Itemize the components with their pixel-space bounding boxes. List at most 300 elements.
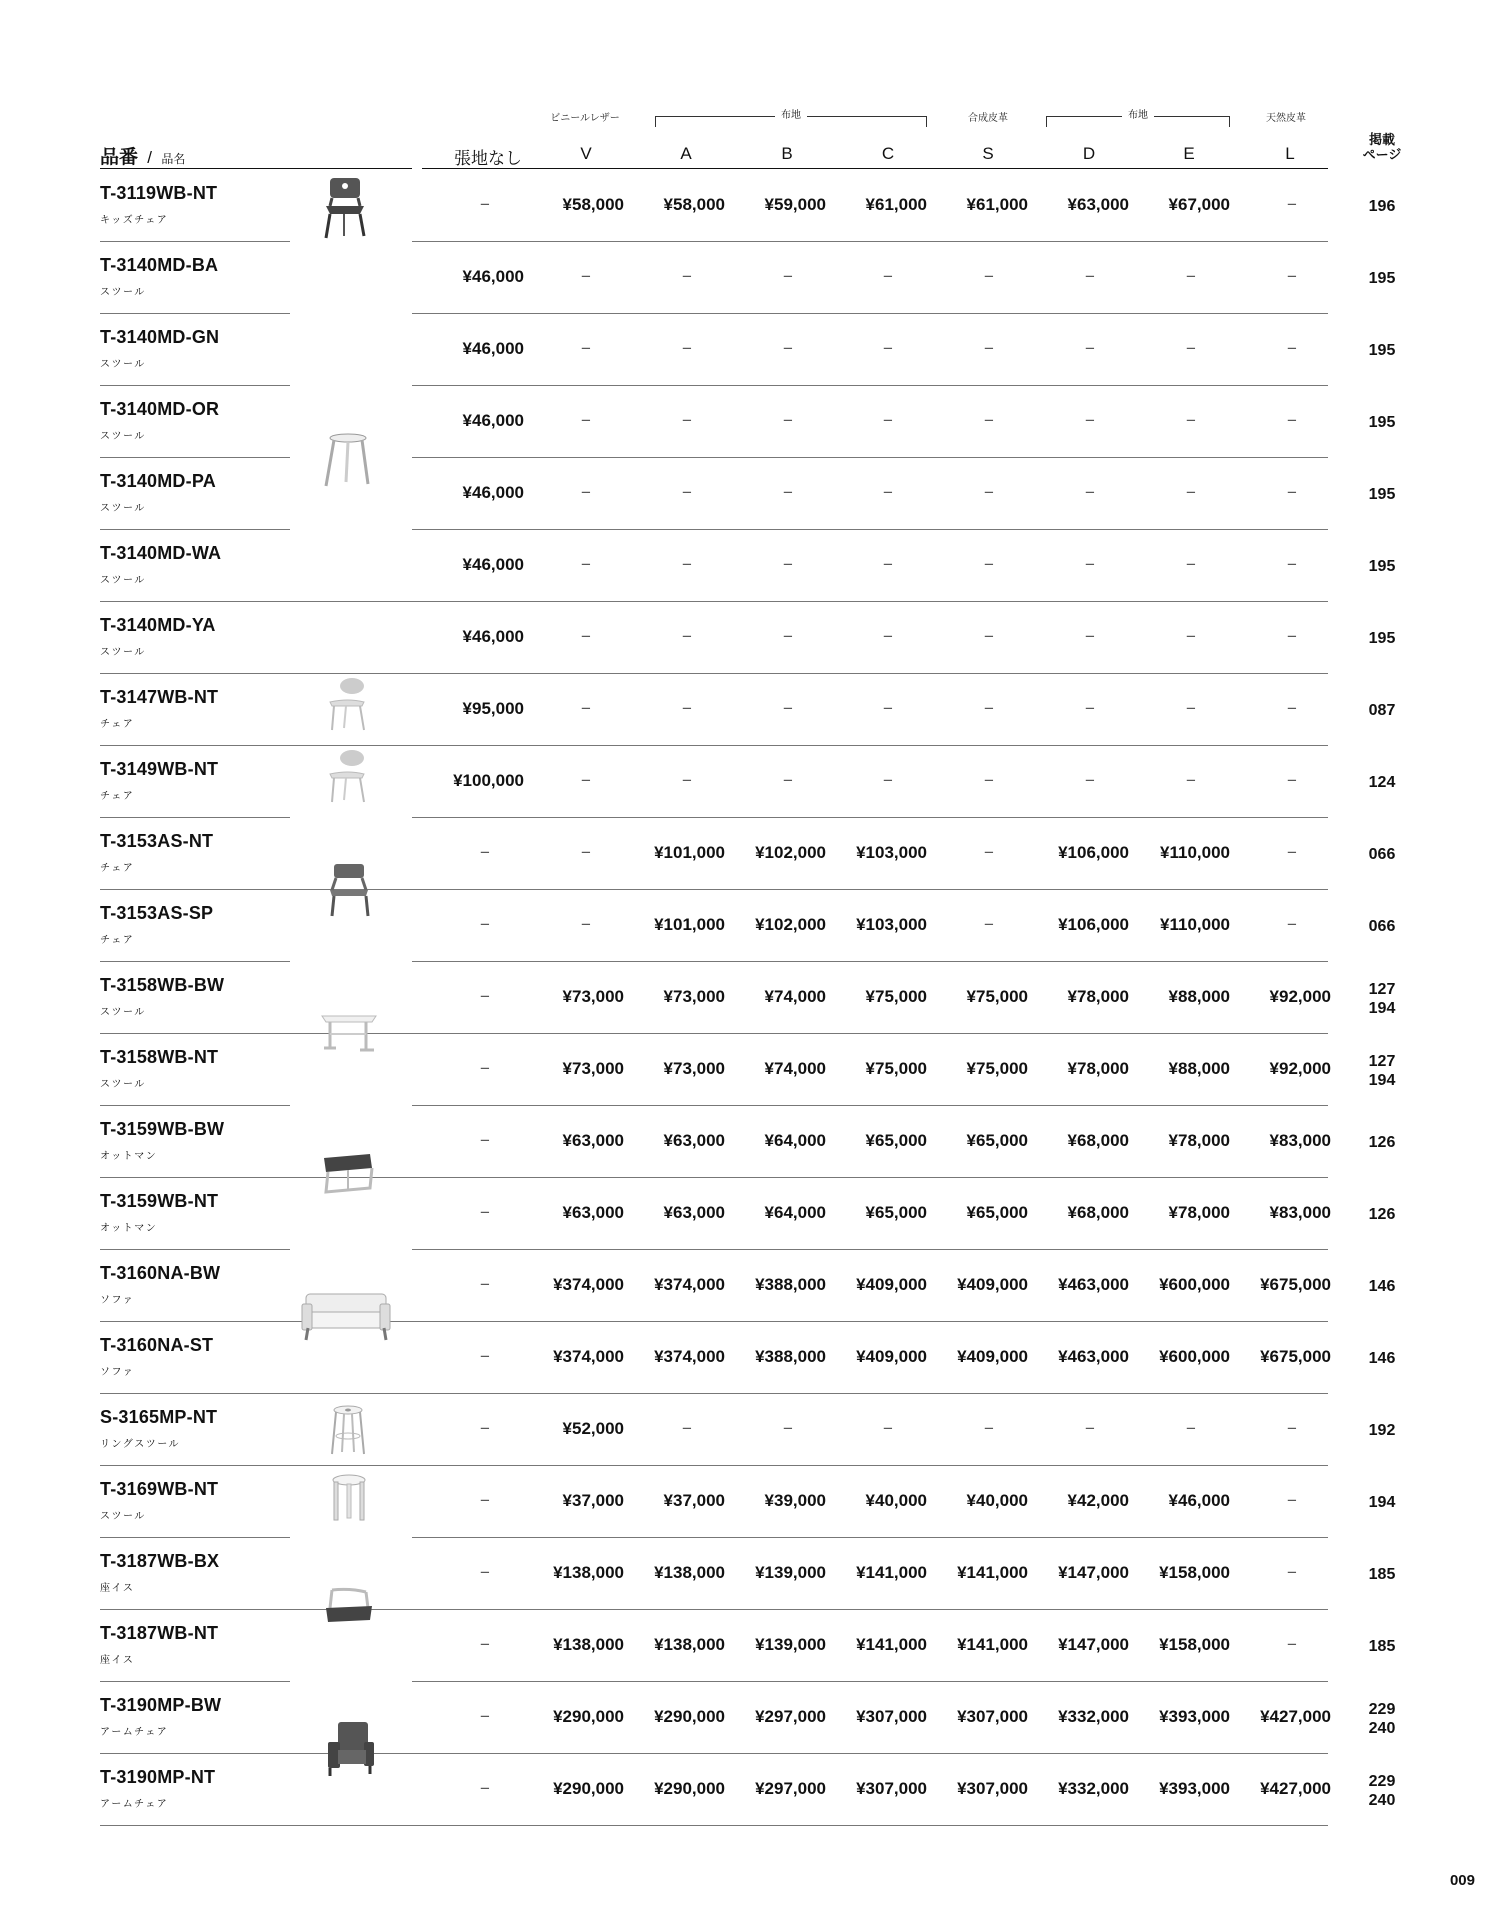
price-cell: − <box>1085 339 1095 358</box>
price-cell: ¥332,000 <box>1058 1707 1129 1726</box>
page-number-ref: 185 <box>1368 1566 1396 1583</box>
price-cell: − <box>984 699 994 718</box>
table-row <box>0 1538 1503 1610</box>
page-number-ref: 194 <box>1368 1000 1396 1017</box>
page-number-ref: 240 <box>1368 1792 1396 1809</box>
price-cell: ¥63,000 <box>1067 195 1129 214</box>
table-row <box>0 1034 1503 1106</box>
page-reference <box>1346 1205 1418 1224</box>
table-row <box>0 818 1503 890</box>
part-number: T-3159WB-NT <box>100 1191 219 1211</box>
price-cell: − <box>883 555 893 574</box>
price-cell: ¥58,000 <box>663 195 725 214</box>
price-no-upholstery: − <box>480 1707 490 1726</box>
price-cell: − <box>783 555 793 574</box>
price-cell: − <box>682 1419 692 1438</box>
page-number-ref: 066 <box>1368 918 1396 935</box>
price-cell: ¥64,000 <box>764 1203 826 1222</box>
price-cell: ¥65,000 <box>966 1131 1028 1150</box>
price-cell: − <box>984 915 994 934</box>
price-cell: ¥139,000 <box>755 1563 826 1582</box>
page-reference <box>1346 1349 1418 1368</box>
col-header-a: A <box>680 144 692 163</box>
price-cell: − <box>783 339 793 358</box>
price-no-upholstery: ¥46,000 <box>462 411 524 430</box>
price-cell: − <box>883 771 893 790</box>
price-cell: ¥73,000 <box>663 987 725 1006</box>
price-cell: ¥463,000 <box>1058 1347 1129 1366</box>
price-no-upholstery: ¥46,000 <box>462 627 524 646</box>
price-cell: ¥332,000 <box>1058 1779 1129 1798</box>
price-cell: ¥374,000 <box>654 1347 725 1366</box>
price-cell: − <box>1186 627 1196 646</box>
product-name-label: 品名 <box>161 152 186 166</box>
price-cell: − <box>682 339 692 358</box>
price-cell: ¥290,000 <box>654 1779 725 1798</box>
page-number-ref: 194 <box>1368 1072 1396 1089</box>
price-cell: − <box>1085 699 1095 718</box>
product-name: ソファ <box>100 1295 135 1306</box>
price-cell: − <box>1287 267 1297 286</box>
price-cell: ¥147,000 <box>1058 1563 1129 1582</box>
price-cell: ¥409,000 <box>856 1347 927 1366</box>
price-cell: ¥74,000 <box>764 1059 826 1078</box>
page-reference <box>1346 1421 1418 1440</box>
part-number: T-3190MP-NT <box>100 1767 216 1787</box>
part-number: T-3149WB-NT <box>100 759 219 779</box>
group-label-synthetic-leather: 合成皮革 <box>968 113 1008 124</box>
price-cell: − <box>1287 1635 1297 1654</box>
col-header-e: E <box>1183 144 1195 163</box>
price-cell: − <box>1287 771 1297 790</box>
price-cell: ¥307,000 <box>856 1779 927 1798</box>
product-name: スツール <box>100 647 146 658</box>
price-cell: ¥67,000 <box>1168 195 1230 214</box>
table-row <box>0 746 1503 818</box>
price-cell: − <box>984 411 994 430</box>
price-cell: ¥59,000 <box>764 195 826 214</box>
ottoman-icon <box>318 1150 376 1203</box>
price-no-upholstery: ¥100,000 <box>453 771 524 790</box>
price-cell: ¥75,000 <box>966 987 1028 1006</box>
page-reference <box>1346 1565 1418 1584</box>
price-cell: − <box>883 699 893 718</box>
part-number: T-3187WB-NT <box>100 1623 219 1643</box>
price-cell: ¥37,000 <box>663 1491 725 1510</box>
page-number-ref: 229 <box>1368 1701 1396 1718</box>
price-cell: ¥102,000 <box>755 843 826 862</box>
price-cell: − <box>883 627 893 646</box>
price-cell: ¥388,000 <box>755 1347 826 1366</box>
price-no-upholstery: − <box>480 987 490 1006</box>
price-no-upholstery: − <box>480 1635 490 1654</box>
page-reference <box>1346 485 1418 504</box>
table-row <box>0 890 1503 962</box>
price-no-upholstery: − <box>480 1347 490 1366</box>
part-number: T-3147WB-NT <box>100 687 219 707</box>
table-row <box>0 1610 1503 1682</box>
page-number-ref: 229 <box>1368 1773 1396 1790</box>
price-cell: − <box>984 1419 994 1438</box>
col-header-v: V <box>580 144 592 163</box>
price-cell: ¥106,000 <box>1058 843 1129 862</box>
part-number: T-3140MD-BA <box>100 255 219 275</box>
price-cell: ¥307,000 <box>856 1707 927 1726</box>
page-number-ref: 185 <box>1368 1638 1396 1655</box>
price-cell: − <box>1287 483 1297 502</box>
price-no-upholstery: − <box>480 1131 490 1150</box>
price-no-upholstery: − <box>480 1563 490 1582</box>
price-cell: ¥102,000 <box>755 915 826 934</box>
page-number-ref: 146 <box>1368 1350 1396 1367</box>
price-cell: − <box>783 771 793 790</box>
page-reference <box>1346 269 1418 288</box>
page-number-ref: 195 <box>1368 558 1396 575</box>
col-header-l: L <box>1285 144 1295 163</box>
price-cell: ¥78,000 <box>1067 1059 1129 1078</box>
product-name: 座イス <box>100 1655 135 1666</box>
price-cell: ¥110,000 <box>1160 843 1230 862</box>
header-rule-left <box>100 168 412 169</box>
price-cell: − <box>783 267 793 286</box>
page-number-ref: 195 <box>1368 414 1396 431</box>
page-number-ref: 195 <box>1368 630 1396 647</box>
part-number-header <box>100 142 185 169</box>
price-cell: ¥92,000 <box>1269 1059 1331 1078</box>
part-number: T-3140MD-YA <box>100 615 216 635</box>
price-cell: ¥139,000 <box>755 1635 826 1654</box>
price-cell: ¥63,000 <box>562 1131 624 1150</box>
price-cell: − <box>1085 627 1095 646</box>
group-label-vinyl-leather: ビニールレザー <box>550 113 620 124</box>
price-cell: ¥40,000 <box>865 1491 927 1510</box>
price-cell: − <box>1186 1419 1196 1438</box>
price-cell: − <box>1085 1419 1095 1438</box>
price-cell: − <box>783 627 793 646</box>
price-no-upholstery: ¥95,000 <box>462 699 524 718</box>
page-number-ref: 127 <box>1368 981 1396 998</box>
part-number: T-3153AS-SP <box>100 903 214 923</box>
price-cell: − <box>682 267 692 286</box>
price-cell: − <box>581 339 591 358</box>
price-cell: − <box>984 627 994 646</box>
price-no-upholstery: − <box>480 1779 490 1798</box>
price-cell: ¥393,000 <box>1159 1707 1230 1726</box>
page-number-ref: 196 <box>1368 198 1396 215</box>
page-reference <box>1346 629 1418 648</box>
page-reference <box>1346 413 1418 432</box>
page-number: 009 <box>1449 1872 1475 1889</box>
price-cell: ¥88,000 <box>1168 1059 1230 1078</box>
price-cell: − <box>783 411 793 430</box>
price-cell: ¥68,000 <box>1067 1131 1129 1150</box>
price-cell: − <box>984 339 994 358</box>
price-cell: ¥307,000 <box>957 1707 1028 1726</box>
part-number: T-3153AS-NT <box>100 831 214 851</box>
page-reference <box>1346 773 1418 792</box>
page-number-ref: 127 <box>1368 1053 1396 1070</box>
table-row <box>0 602 1503 674</box>
price-cell: ¥83,000 <box>1269 1131 1331 1150</box>
price-cell: − <box>1287 915 1297 934</box>
price-cell: − <box>783 699 793 718</box>
round-stool-icon <box>330 1474 368 1527</box>
table-row <box>0 386 1503 458</box>
price-cell: ¥58,000 <box>562 195 624 214</box>
price-cell: − <box>1085 555 1095 574</box>
price-cell: ¥409,000 <box>856 1275 927 1294</box>
price-cell: ¥138,000 <box>553 1635 624 1654</box>
price-cell: ¥297,000 <box>755 1779 826 1798</box>
price-cell: ¥138,000 <box>553 1563 624 1582</box>
part-number: T-3140MD-GN <box>100 327 220 347</box>
price-cell: ¥65,000 <box>865 1203 927 1222</box>
price-cell: ¥393,000 <box>1159 1779 1230 1798</box>
group-bracket-fabric-2 <box>1046 110 1230 127</box>
product-name: オットマン <box>100 1223 158 1234</box>
product-name: アームチェア <box>100 1727 169 1738</box>
price-cell: − <box>1085 411 1095 430</box>
page-number-ref: 195 <box>1368 486 1396 503</box>
price-no-upholstery: − <box>480 1419 490 1438</box>
product-name: スツール <box>100 287 146 298</box>
part-number: T-3159WB-BW <box>100 1119 225 1139</box>
kids-chair-icon <box>318 174 374 245</box>
table-row <box>0 674 1503 746</box>
product-name: チェア <box>100 791 135 802</box>
price-cell: − <box>581 267 591 286</box>
table-row <box>0 1106 1503 1178</box>
price-cell: ¥42,000 <box>1067 1491 1129 1510</box>
price-cell: − <box>581 771 591 790</box>
price-cell: − <box>682 699 692 718</box>
price-cell: − <box>1287 699 1297 718</box>
price-cell: ¥374,000 <box>553 1347 624 1366</box>
price-cell: ¥73,000 <box>663 1059 725 1078</box>
price-cell: − <box>1287 411 1297 430</box>
price-cell: ¥158,000 <box>1159 1635 1230 1654</box>
product-name: スツール <box>100 1007 146 1018</box>
price-cell: ¥147,000 <box>1058 1635 1129 1654</box>
price-cell: − <box>883 411 893 430</box>
part-number: T-3187WB-BX <box>100 1551 220 1571</box>
price-cell: − <box>581 483 591 502</box>
price-cell: ¥78,000 <box>1168 1131 1230 1150</box>
price-no-upholstery: ¥46,000 <box>462 267 524 286</box>
price-no-upholstery: − <box>480 1203 490 1222</box>
part-number: T-3160NA-BW <box>100 1263 221 1283</box>
page-number-ref: 126 <box>1368 1134 1396 1151</box>
part-number: T-3158WB-BW <box>100 975 225 995</box>
armchair-icon <box>324 1718 376 1783</box>
table-row <box>0 1754 1503 1826</box>
price-cell: ¥64,000 <box>764 1131 826 1150</box>
price-cell: ¥74,000 <box>764 987 826 1006</box>
price-cell: ¥75,000 <box>865 987 927 1006</box>
price-cell: − <box>682 483 692 502</box>
price-cell: ¥409,000 <box>957 1347 1028 1366</box>
price-cell: ¥101,000 <box>654 915 725 934</box>
price-cell: ¥63,000 <box>663 1203 725 1222</box>
table-row <box>0 1682 1503 1754</box>
price-cell: − <box>1085 771 1095 790</box>
table-row <box>0 962 1503 1034</box>
price-cell: − <box>883 1419 893 1438</box>
price-cell: − <box>783 1419 793 1438</box>
page-reference <box>1346 980 1418 1018</box>
stool-icon <box>320 432 376 493</box>
price-no-upholstery: − <box>480 1491 490 1510</box>
product-name: チェア <box>100 719 135 730</box>
table-row <box>0 170 1503 242</box>
price-cell: − <box>883 339 893 358</box>
price-cell: ¥409,000 <box>957 1275 1028 1294</box>
price-cell: ¥427,000 <box>1260 1707 1331 1726</box>
price-cell: − <box>984 267 994 286</box>
header-slash: / <box>147 148 153 167</box>
price-cell: − <box>1186 483 1196 502</box>
price-no-upholstery: ¥46,000 <box>462 339 524 358</box>
price-cell: − <box>883 267 893 286</box>
price-cell: ¥290,000 <box>654 1707 725 1726</box>
product-name: スツール <box>100 359 146 370</box>
price-cell: ¥374,000 <box>654 1275 725 1294</box>
page-reference <box>1346 1277 1418 1296</box>
floor-chair-icon <box>322 1586 376 1631</box>
price-cell: ¥37,000 <box>562 1491 624 1510</box>
price-cell: ¥46,000 <box>1168 1491 1230 1510</box>
product-name: キッズチェア <box>100 215 169 226</box>
bench-stool-icon <box>318 1010 380 1059</box>
price-cell: ¥307,000 <box>957 1779 1028 1798</box>
page-number-ref: 087 <box>1368 702 1396 719</box>
product-name: 座イス <box>100 1583 135 1594</box>
product-name: スツール <box>100 503 146 514</box>
table-row <box>0 458 1503 530</box>
price-cell: ¥40,000 <box>966 1491 1028 1510</box>
page-number-ref: 066 <box>1368 846 1396 863</box>
price-cell: − <box>1186 267 1196 286</box>
price-cell: ¥103,000 <box>856 915 927 934</box>
page-number-ref: 146 <box>1368 1278 1396 1295</box>
price-cell: ¥388,000 <box>755 1275 826 1294</box>
price-cell: ¥427,000 <box>1260 1779 1331 1798</box>
table-row <box>0 1250 1503 1322</box>
price-no-upholstery: ¥46,000 <box>462 555 524 574</box>
group-label-fabric-2: 布地 <box>1122 109 1154 123</box>
price-cell: ¥75,000 <box>966 1059 1028 1078</box>
price-cell: ¥374,000 <box>553 1275 624 1294</box>
price-cell: − <box>1186 339 1196 358</box>
price-no-upholstery: − <box>480 915 490 934</box>
price-cell: − <box>682 555 692 574</box>
page-number-ref: 126 <box>1368 1206 1396 1223</box>
page-ref-label-2: ページ <box>1362 147 1402 162</box>
product-name: スツール <box>100 1511 146 1522</box>
product-name: リングスツール <box>100 1439 180 1450</box>
part-number: T-3140MD-PA <box>100 471 216 491</box>
group-bracket-fabric-1 <box>655 110 927 127</box>
price-cell: − <box>1287 1419 1297 1438</box>
product-name: チェア <box>100 935 135 946</box>
part-number: T-3190MP-BW <box>100 1695 222 1715</box>
price-cell: − <box>1287 339 1297 358</box>
price-cell: − <box>581 699 591 718</box>
product-name: オットマン <box>100 1151 158 1162</box>
price-cell: − <box>1287 555 1297 574</box>
chair-icon <box>326 748 370 809</box>
price-cell: ¥106,000 <box>1058 915 1129 934</box>
price-cell: − <box>984 555 994 574</box>
price-cell: ¥675,000 <box>1260 1275 1331 1294</box>
price-cell: ¥141,000 <box>957 1563 1028 1582</box>
price-cell: ¥290,000 <box>553 1779 624 1798</box>
page-reference <box>1346 341 1418 360</box>
page-reference <box>1346 1772 1418 1810</box>
page-number-ref: 194 <box>1368 1494 1396 1511</box>
price-cell: ¥290,000 <box>553 1707 624 1726</box>
price-no-upholstery: − <box>480 843 490 862</box>
price-cell: − <box>682 771 692 790</box>
col-header-b: B <box>781 144 793 163</box>
price-cell: ¥141,000 <box>957 1635 1028 1654</box>
ring-stool-icon <box>328 1404 368 1461</box>
price-cell: ¥158,000 <box>1159 1563 1230 1582</box>
price-cell: − <box>581 915 591 934</box>
part-number-label: 品番 <box>100 147 139 168</box>
header-rule-right <box>422 168 1328 169</box>
chair-icon <box>326 862 376 923</box>
price-cell: ¥61,000 <box>865 195 927 214</box>
price-cell: ¥600,000 <box>1159 1275 1230 1294</box>
page-ref-header <box>1346 132 1418 162</box>
price-cell: − <box>984 843 994 862</box>
table-row <box>0 1394 1503 1466</box>
sofa-icon <box>300 1290 392 1349</box>
page-number-ref: 192 <box>1368 1422 1396 1439</box>
price-cell: ¥138,000 <box>654 1563 725 1582</box>
price-cell: ¥110,000 <box>1160 915 1230 934</box>
product-name: アームチェア <box>100 1799 169 1810</box>
price-cell: ¥61,000 <box>966 195 1028 214</box>
price-cell: ¥675,000 <box>1260 1347 1331 1366</box>
page-reference <box>1346 557 1418 576</box>
product-name: スツール <box>100 575 146 586</box>
price-cell: − <box>1186 411 1196 430</box>
page-ref-label-1: 掲載 <box>1368 132 1395 147</box>
price-cell: ¥88,000 <box>1168 987 1230 1006</box>
price-cell: ¥297,000 <box>755 1707 826 1726</box>
group-label-natural-leather: 天然皮革 <box>1266 113 1306 124</box>
price-cell: − <box>1186 555 1196 574</box>
col-header-s: S <box>982 144 994 163</box>
part-number: S-3165MP-NT <box>100 1407 218 1427</box>
price-cell: − <box>581 843 591 862</box>
page-reference <box>1346 1052 1418 1090</box>
page-reference <box>1346 1700 1418 1738</box>
part-number: T-3160NA-ST <box>100 1335 214 1355</box>
price-cell: − <box>682 627 692 646</box>
price-cell: − <box>1085 267 1095 286</box>
price-cell: − <box>1085 483 1095 502</box>
price-no-upholstery: ¥46,000 <box>462 483 524 502</box>
table-row <box>0 242 1503 314</box>
price-cell: ¥65,000 <box>865 1131 927 1150</box>
page-reference <box>1346 917 1418 936</box>
price-cell: − <box>682 411 692 430</box>
price-cell: ¥68,000 <box>1067 1203 1129 1222</box>
price-cell: ¥83,000 <box>1269 1203 1331 1222</box>
